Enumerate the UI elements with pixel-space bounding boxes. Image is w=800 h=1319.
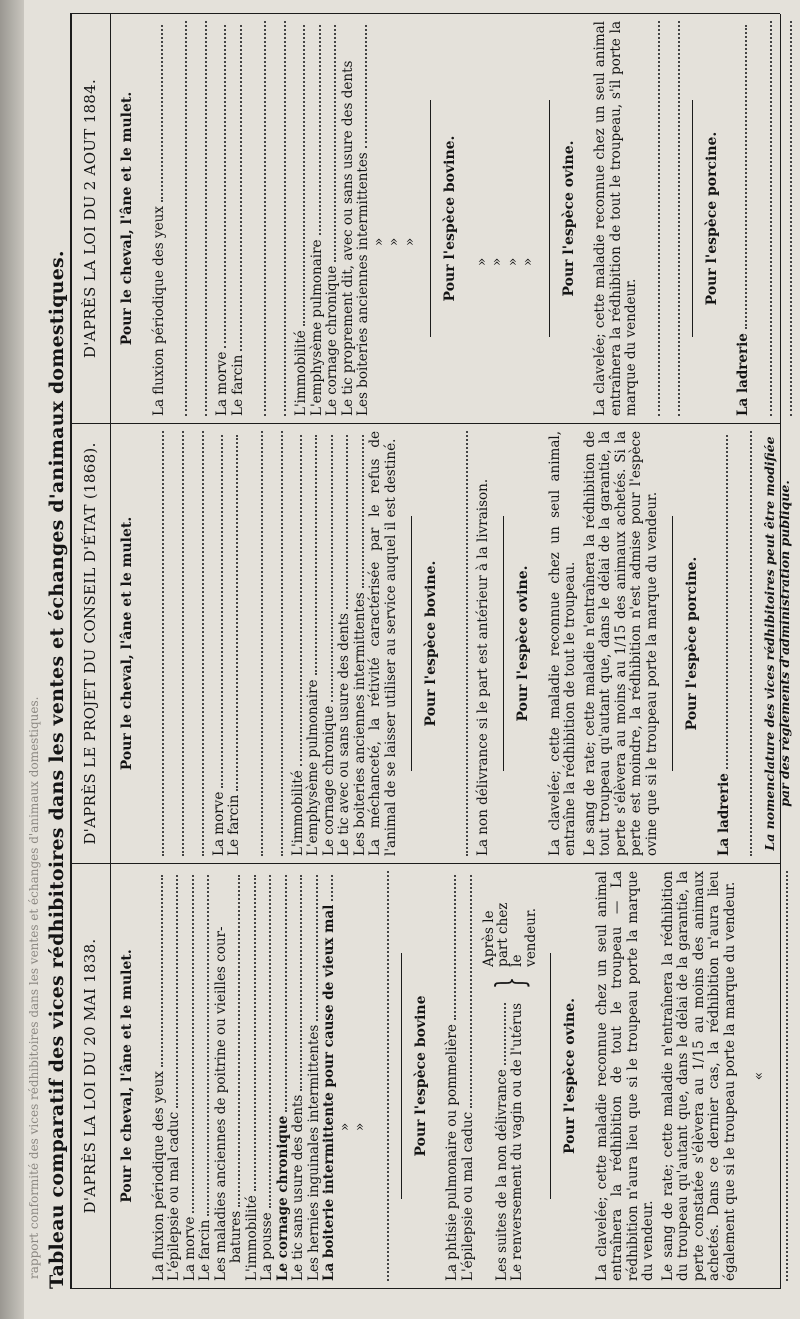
- list-item: Le cornage chronique: [274, 1115, 291, 1281]
- paragraph: Le sang de rate; cette maladie n'entraînera la rédhibition de tout troupeau qu'autant que, dans le délai de la garantie, la perte s'élèvera au moins au 1/15 des animaux achetés. Si la perte est moindre, la rédhibition n'est admise pour l'espèce ovine que si le troupeau porte la marque du vendeur.: [581, 431, 660, 856]
- column-header: D'APRÈS LA LOI DU 2 AOUT 1884.: [81, 78, 99, 359]
- ditto-mark: »: [473, 257, 490, 266]
- brace-note: Après le part chez le vendeur.: [481, 902, 539, 967]
- book-binding-shadow: [0, 0, 24, 1319]
- section-heading-horse: Pour le cheval, l'âne et le mulet.: [119, 949, 135, 1203]
- list-item: L'immobilité: [243, 1195, 260, 1281]
- list-item: Le farcin: [229, 354, 246, 416]
- paragraph: La clavelée; cette maladie reconnue chez un seul animal entraînera la rédhibition de tout le troupeau — La rédhibition n'aura lieu que si le troupeau porte la marque du vendeur.: [593, 871, 656, 1281]
- list-item: Les maladies anciennes de poitrine ou vieilles cour-: [212, 926, 229, 1281]
- list-item: La ladrerie: [715, 773, 732, 856]
- page-title: Tableau comparatif des vices rédhibitoires dans les ventes et échanges d'animaux domestiques.: [46, 250, 68, 1289]
- list-item: La morve: [181, 1216, 198, 1281]
- column-divider-1: [70, 863, 780, 864]
- ditto-mark: »: [520, 257, 536, 266]
- ditto-mark: »: [370, 237, 387, 246]
- section-heading-ovine: Pour l'espèce ovine.: [560, 140, 577, 297]
- section-heading-ovine: Pour l'espèce ovine.: [515, 565, 531, 722]
- brace: }: [488, 976, 532, 989]
- section-heading-ovine: Pour l'espèce ovine.: [562, 997, 578, 1155]
- column-loi-1884: [70, 21, 780, 416]
- ditto-mark: »: [401, 237, 418, 246]
- list-item: Le cornage chronique: [320, 705, 337, 856]
- list-item: La morve: [214, 351, 230, 416]
- list-item: Les boiteries anciennes intermittentes: [355, 152, 371, 416]
- list-item: La ladrerie: [735, 333, 751, 416]
- list-item: Les boiteries anciennes intermittentes: [351, 592, 368, 856]
- list-item: La fluxion périodique des yeux: [150, 1071, 167, 1281]
- paragraph: La non délivrance si le part est antérieur à la livraison.: [474, 478, 491, 856]
- page: [24, 0, 800, 1319]
- list-item: Le renversement du vagin ou de l'utérus: [509, 1002, 525, 1281]
- column-divider-2: [70, 423, 780, 424]
- list-item: Le cornage chronique: [324, 265, 340, 416]
- list-item: La morve: [210, 791, 227, 856]
- list-item: Les hernies inguinales intermittentes: [305, 1024, 322, 1281]
- list-item: Le farcin: [226, 794, 242, 856]
- column-projet-1868: [70, 431, 792, 856]
- section-heading-bovine: Pour l'espèce bovine: [412, 995, 429, 1157]
- column-header: D'APRÈS LE PROJET DU CONSEIL D'ÉTAT (1868).: [81, 442, 99, 845]
- rotated-table-sheet: [24, 0, 800, 1319]
- ditto-mark: »: [489, 257, 505, 266]
- footnote: La nomenclature des vices rédhibitoires peut être modifiée par des règlements d'administration publique.: [762, 436, 792, 851]
- ditto-mark: »: [336, 1122, 353, 1131]
- section-heading-bovine: Pour l'espèce bovine.: [442, 135, 458, 302]
- ditto-mark: »: [386, 237, 402, 246]
- list-item: L'emphysème pulmonaire: [308, 239, 325, 416]
- list-item: La fluxion périodique des yeux: [150, 206, 167, 416]
- list-item: La phtisie pulmonaire ou pommelière: [444, 1024, 460, 1281]
- list-item: Le farcin: [197, 1219, 213, 1281]
- list-item: Le tic sans usure des dents: [290, 1094, 306, 1281]
- section-heading-bovine: Pour l'espèce bovine.: [423, 560, 439, 727]
- table-border-left: [70, 1288, 780, 1289]
- section-heading-porcine: Pour l'espèce porcine.: [703, 131, 720, 306]
- list-item: La pousse: [259, 1212, 275, 1281]
- column-loi-1838: [70, 871, 780, 1281]
- section-heading-horse: Pour le cheval, l'âne et le mulet.: [119, 91, 135, 346]
- paragraph: La clavelée; cette maladie reconnue chez un seul animal, entraîne la rédhibition de tout le troupeau.: [546, 431, 578, 856]
- paragraph: La méchanceté, la rétivité caractérisée par le refus de l'animal de se laisser utiliser au service auquel il est destiné.: [367, 431, 399, 856]
- ditto-mark: «: [751, 1071, 767, 1081]
- list-item: L'épilepsie ou mal caduc: [166, 1111, 182, 1281]
- table-border-right: [70, 13, 780, 14]
- paragraph: La clavelée; cette maladie reconnue chez un seul animal entraînera la rédhibition de tout le troupeau, s'il porte la marque du vendeur.: [592, 21, 639, 416]
- list-item: Les suites de la non délivrance: [493, 1069, 510, 1281]
- list-item: L'immobilité: [289, 770, 306, 856]
- list-item: Le tic proprement dit, avec ou sans usure des dents: [339, 60, 356, 416]
- paragraph: Le sang de rate; cette maladie n'entraînera la rédhibition du troupeau qu'autant que, dans le délai de la garantie, la perte constatée s'élèvera au 1/15 au moins des animaux achetés. Dans ce dernier cas, la rédhibition n'aura lieu également que si le troupeau porte la marque du vendeur.: [659, 871, 738, 1281]
- ditto-mark: »: [352, 1122, 368, 1131]
- section-heading-porcine: Pour l'espèce porcine.: [684, 556, 700, 731]
- ditto-mark: »: [504, 257, 521, 266]
- column-header: D'APRÈS LA LOI DU 20 MAI 1838.: [81, 938, 99, 1214]
- list-item: batures: [228, 1210, 244, 1263]
- list-item: La boiterie intermittente pour cause de vieux mal: [321, 904, 337, 1281]
- list-item: L'épilepsie ou mal caduc: [459, 1111, 476, 1281]
- list-item: L'immobilité: [293, 330, 309, 416]
- bleed-through-text: rapport conformité des vices rédhibitoires dans les ventes et échanges d'animaux domestiques.: [27, 696, 41, 1279]
- list-item: L'emphysème pulmonaire: [305, 679, 321, 856]
- list-item: Le tic avec ou sans usure des dents: [336, 613, 352, 856]
- section-heading-horse: Pour le cheval, l'âne et le mulet.: [119, 516, 135, 771]
